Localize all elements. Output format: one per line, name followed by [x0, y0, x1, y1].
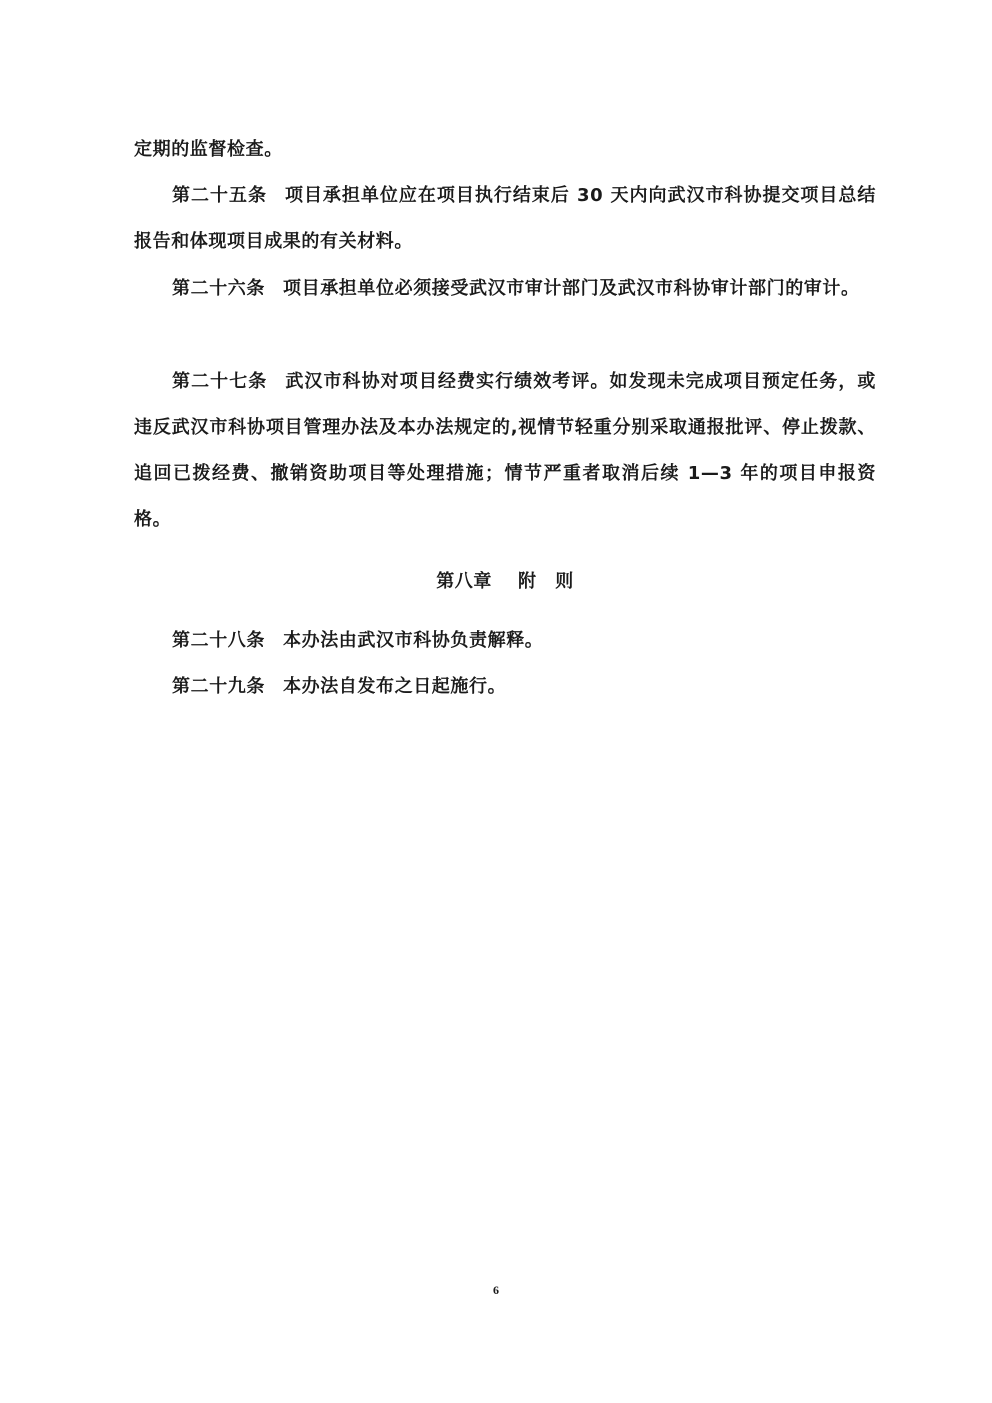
article-number: 第二十七条 [172, 371, 268, 392]
article-number: 第二十八条 [172, 630, 265, 651]
article-text: 项目承担单位必须接受武汉市审计部门及武汉市科协审计部门的审计。 [283, 278, 860, 299]
article-number: 第二十六条 [172, 278, 265, 299]
chapter-label: 第八章 [436, 571, 492, 592]
article-text: 武汉市科协对项目经费实行绩效考评。如发现未完成项目预定任务，或违反武汉市科协项目管理办法及本办法规定的,视情节轻重分别采取通报批评、停止拨款、追回已拨经费、撤销资助项目等处理措施；情节严重者取消后续 1—3 年的项目申报资格。 [134, 371, 876, 530]
article-text: 本办法自发布之日起施行。 [283, 676, 507, 697]
chapter-title: 附 则 [518, 571, 574, 592]
chapter-heading [134, 564, 876, 600]
article-25 [134, 173, 876, 265]
continuation-paragraph [134, 127, 876, 173]
article-number: 第二十五条 [172, 185, 267, 206]
article-29 [134, 664, 876, 710]
article-28 [134, 618, 876, 664]
article-number: 第二十九条 [172, 676, 265, 697]
page-number: 6 [493, 1283, 499, 1297]
continuation-text: 定期的监督检查。 [134, 139, 283, 160]
article-26 [134, 266, 876, 312]
article-text: 项目承担单位应在项目执行结束后 30 天内向武汉市科协提交项目总结报告和体现项目成果的有关材料。 [134, 185, 876, 252]
article-text: 本办法由武汉市科协负责解释。 [283, 630, 544, 651]
article-27 [134, 359, 876, 543]
